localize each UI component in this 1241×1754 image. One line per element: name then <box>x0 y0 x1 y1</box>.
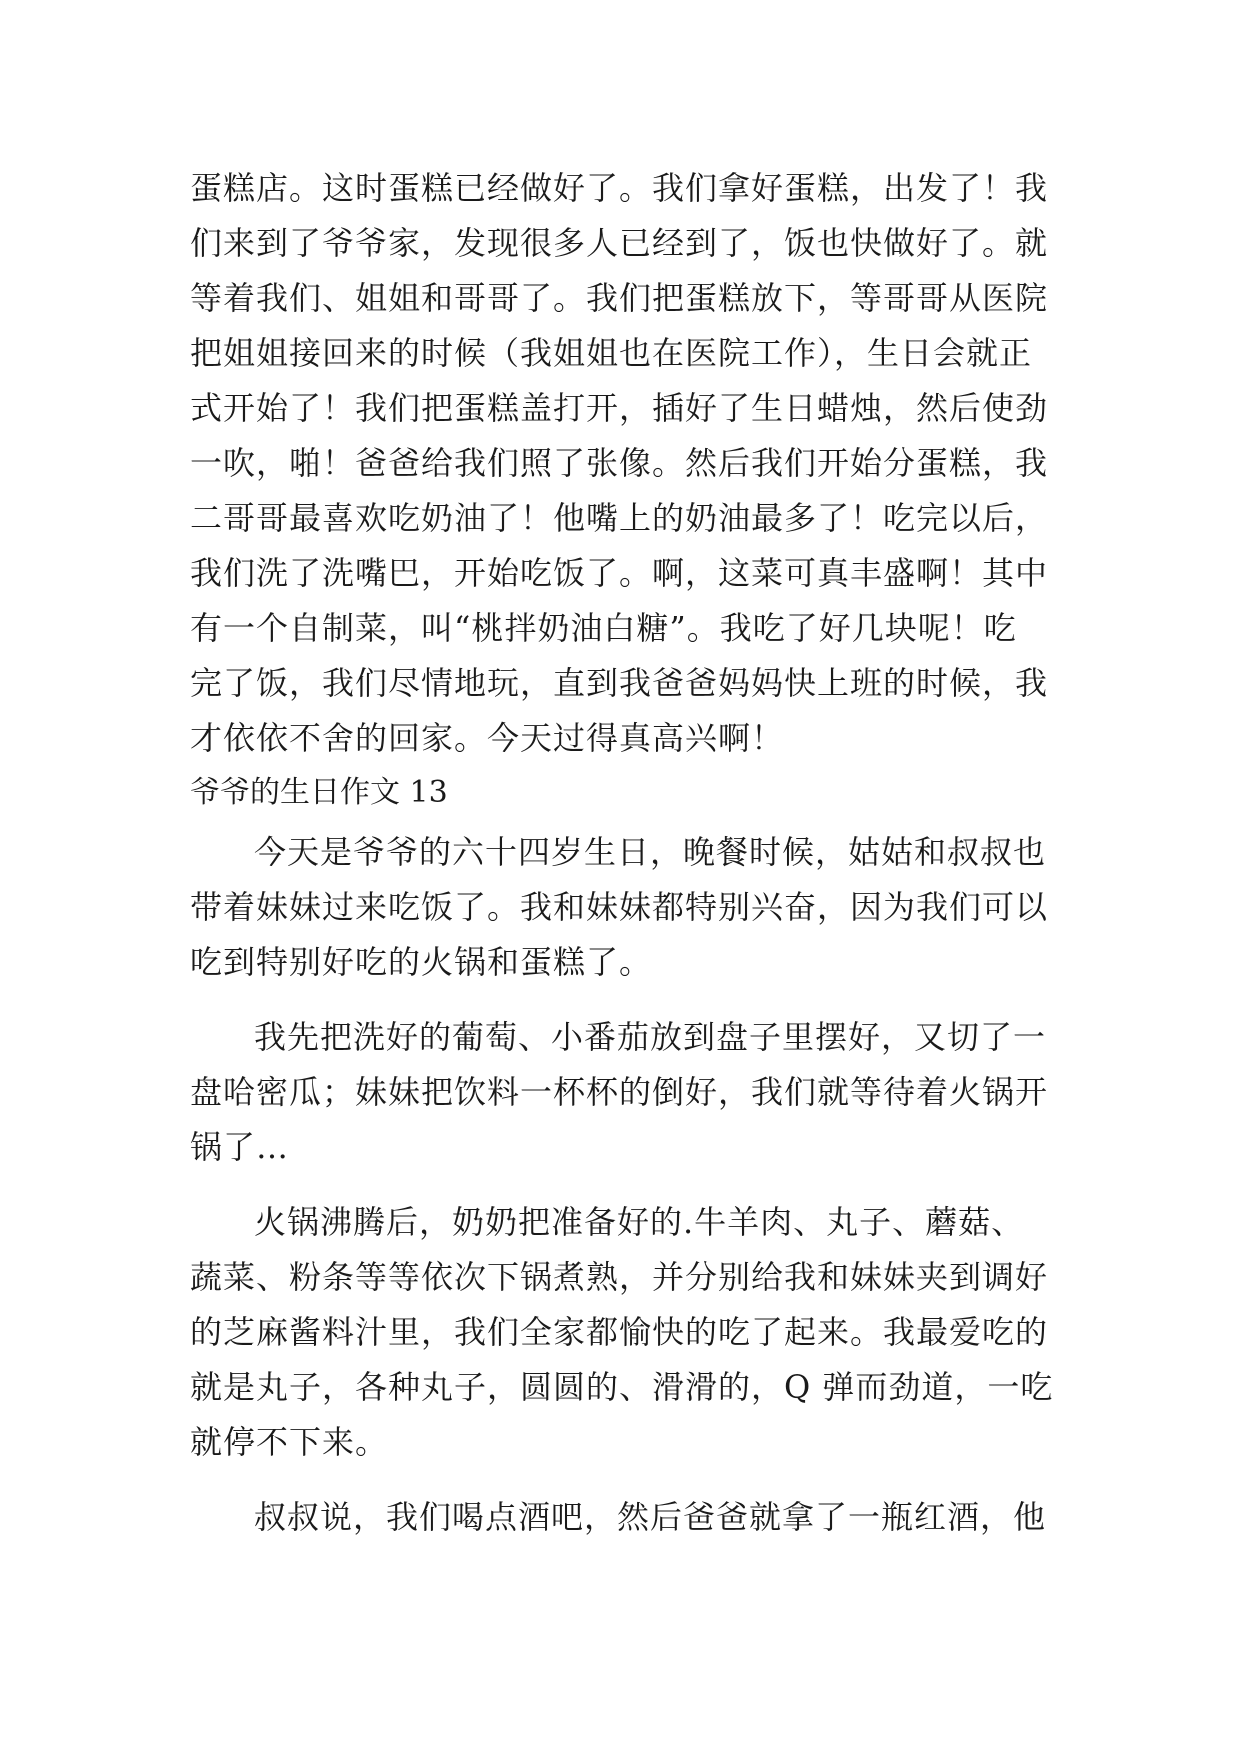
text-line: 锅了… <box>190 1128 290 1166</box>
paragraph-first-line: 今天是爷爷的六十四岁生日，晚餐时候，姑姑和叔叔也 <box>254 833 1047 871</box>
paragraph-first-line: 叔叔说，我们喝点酒吧，然后爸爸就拿了一瓶红酒，他 <box>254 1498 1047 1536</box>
text-line: 一吹，啪！爸爸给我们照了张像。然后我们开始分蛋糕，我 <box>190 444 1049 482</box>
text-line: 把姐姐接回来的时候（我姐姐也在医院工作），生日会就正 <box>190 334 1033 372</box>
text-line: 我们洗了洗嘴巴，开始吃饭了。啊，这菜可真丰盛啊！其中 <box>190 554 1049 592</box>
text-line: 二哥哥最喜欢吃奶油了！他嘴上的奶油最多了！吃完以后， <box>190 499 1049 537</box>
text-line: 蛋糕店。这时蛋糕已经做好了。我们拿好蛋糕，出发了！我 <box>190 169 1049 207</box>
text-line: 蔬菜、粉条等等依次下锅煮熟，并分别给我和妹妹夹到调好 <box>190 1258 1049 1296</box>
text-line: 就是丸子，各种丸子，圆圆的、滑滑的，Q 弹而劲道，一吃 <box>190 1368 1054 1406</box>
text-line: 就停不下来。 <box>190 1423 389 1461</box>
text-line: 的芝麻酱料汁里，我们全家都愉快的吃了起来。我最爱吃的 <box>190 1313 1049 1351</box>
text-line: 才依依不舍的回家。今天过得真高兴啊！ <box>190 719 785 757</box>
text-line: 们来到了爷爷家，发现很多人已经到了，饭也快做好了。就 <box>190 224 1049 262</box>
paragraph-first-line: 我先把洗好的葡萄、小番茄放到盘子里摆好，又切了一 <box>254 1018 1047 1056</box>
text-line: 式开始了！我们把蛋糕盖打开，插好了生日蜡烛，然后使劲 <box>190 389 1049 427</box>
text-line: 吃到特别好吃的火锅和蛋糕了。 <box>190 943 653 981</box>
paragraph-first-line: 火锅沸腾后，奶奶把准备好的.牛羊肉、丸子、蘑菇、 <box>254 1203 1025 1241</box>
text-line: 带着妹妹过来吃饭了。我和妹妹都特别兴奋，因为我们可以 <box>190 888 1049 926</box>
text-line: 完了饭，我们尽情地玩，直到我爸爸妈妈快上班的时候，我 <box>190 664 1049 702</box>
text-line: 等着我们、姐姐和哥哥了。我们把蛋糕放下，等哥哥从医院 <box>190 279 1049 317</box>
text-line: 有一个自制菜，叫“桃拌奶油白糖”。我吃了好几块呢！吃 <box>190 609 1017 647</box>
text-line: 盘哈密瓜；妹妹把饮料一杯杯的倒好，我们就等待着火锅开 <box>190 1073 1049 1111</box>
section-title: 爷爷的生日作文 13 <box>190 775 448 810</box>
